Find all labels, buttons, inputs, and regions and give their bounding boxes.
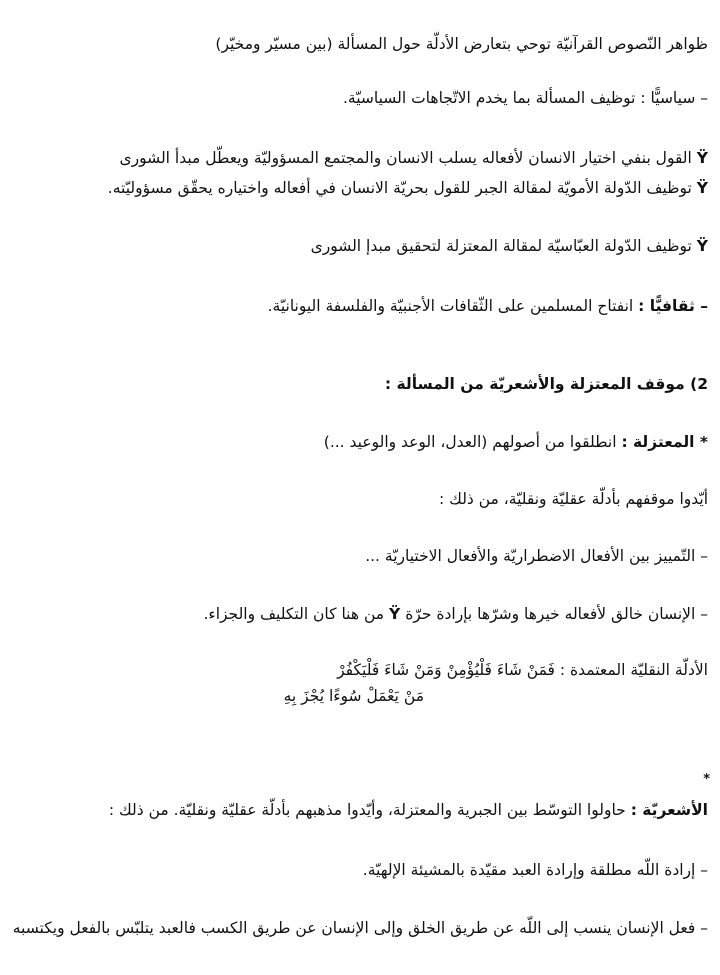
doc-line — [13, 918, 708, 938]
section-label: – ثقافيًّا : — [638, 297, 708, 315]
doc-line — [363, 860, 708, 880]
doc-line — [203, 604, 708, 624]
section-label: الأشعريّة : — [630, 801, 708, 819]
doc-line — [268, 296, 708, 316]
doc-text: انفتاح المسلمين على الثّقافات الأجنبيّة والفلسفة اليونانيّة. — [267, 297, 634, 315]
doc-text: حاولوا التوسّط بين الجبرية والمعتزلة، وأيّدوا مذهبهم بأدلّة عقليّة ونقليّة. من ذلك : — [108, 801, 626, 819]
bullet-marker: Ÿ — [389, 605, 401, 623]
doc-text: – التّمييز بين الأفعال الاضطراريّة والأفعال الاختياريّة ... — [365, 547, 708, 565]
heading-text: 2) موقف المعتزلة والأشعريّة من المسألة : — [384, 375, 708, 393]
doc-text: – الإنسان خالق لأفعاله خيرها وشرّها بإرادة حرّة — [405, 605, 708, 623]
doc-line — [284, 686, 424, 706]
doc-text: توظيف الدّولة الأمويّة لمقالة الجبر للقول بحريّة الانسان في أفعاله واختياره يحقّق مسؤوليّته. — [107, 179, 692, 197]
doc-text: أيّدوا موقفهم بأدلّة عقليّة ونقليّة، من ذلك : — [438, 490, 708, 508]
doc-text: – فعل الإنسان ينسب إلى اللّه عن طريق الخلق وإلى الإنسان عن طريق الكسب فالعبد يتلبّس بالفعل ويكتسبه — [12, 919, 708, 937]
doc-text: من هنا كان التكليف والجزاء. — [203, 605, 385, 623]
doc-line — [439, 489, 708, 509]
section-heading — [385, 374, 708, 394]
doc-text: ظواهر النّصوص القرآنيّة توحي بتعارض الأدلّة حول المسألة (بين مسيّر ومخيّر) — [215, 35, 708, 53]
section-mark — [703, 770, 710, 790]
doc-text: القول بنفي اختيار الانسان لأفعاله يسلب الانسان والمجتمع المسؤوليّة ويعطّل مبدأ الشورى — [119, 149, 692, 167]
asterisk-mark: * — [703, 772, 710, 787]
bullet-marker: Ÿ — [696, 179, 708, 197]
bullet-marker: Ÿ — [696, 149, 708, 167]
doc-text: توظيف الدّولة العبّاسيّة لمقالة المعتزلة لتحقيق مبدإ الشورى — [310, 237, 692, 255]
doc-line — [365, 546, 708, 566]
doc-line — [120, 148, 709, 168]
doc-text: الأدلّة النقليّة المعتمدة : فَمَنْ شَاءَ فَلْيُؤْمِنْ وَمَنْ شَاءَ فَلْيَكْفُرْ — [337, 661, 708, 679]
doc-line — [343, 88, 708, 108]
doc-text: – سياسيًّا : توظيف المسألة بما يخدم الاتّجاهات السياسيّة. — [343, 89, 708, 107]
bullet-marker: Ÿ — [696, 237, 708, 255]
doc-text: انطلقوا من أصولهم (العدل، الوعد والوعيد ...) — [323, 433, 617, 451]
doc-line — [108, 178, 708, 198]
section-label: * المعتزلة : — [621, 433, 708, 451]
doc-line — [337, 660, 708, 680]
doc-text: – إرادة اللّه مطلقة وإرادة العبد مقيّدة بالمشيئة الإلهيّة. — [362, 861, 708, 879]
doc-line — [311, 236, 708, 256]
doc-line — [324, 432, 708, 452]
doc-text: مَنْ يَعْمَلْ سُوءًا يُجْزَ بِهِ — [283, 687, 424, 705]
doc-line — [215, 34, 708, 54]
doc-line — [109, 800, 708, 820]
